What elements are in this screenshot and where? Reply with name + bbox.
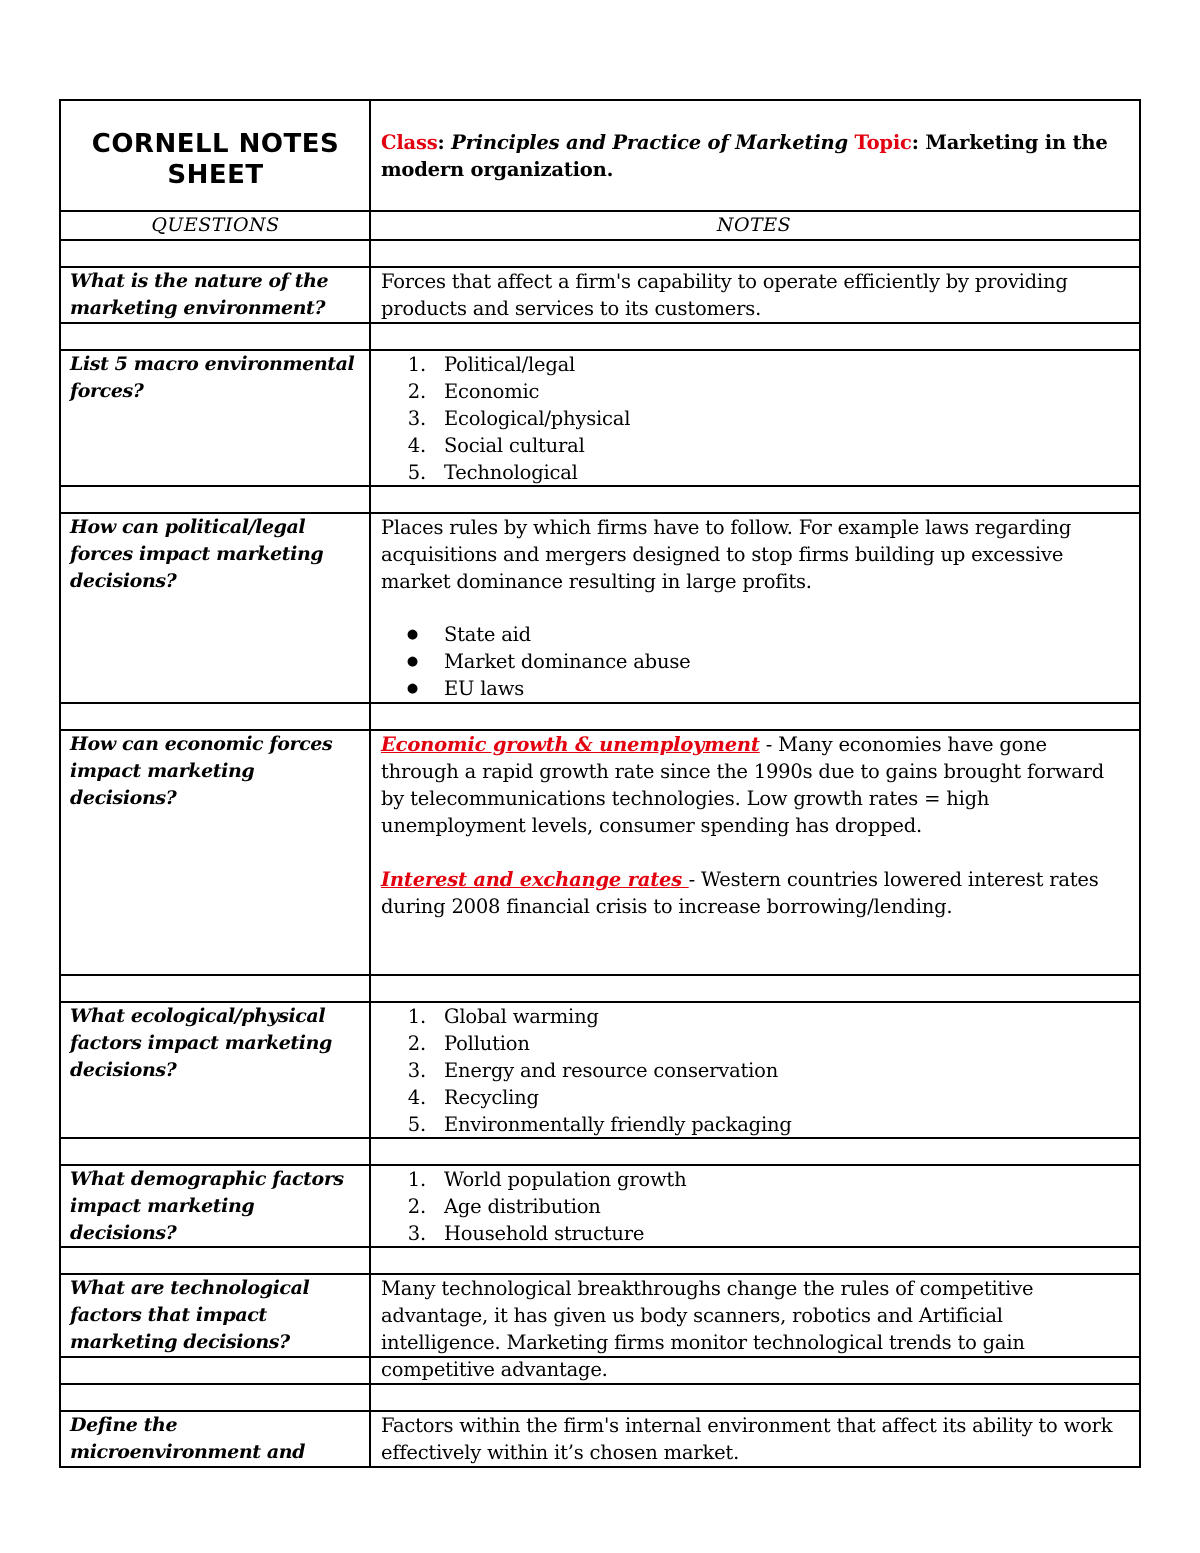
spacer-row [61,1246,1139,1273]
title-row [61,101,1139,210]
notes-row [61,1273,1139,1381]
note-cell [371,731,1139,974]
spacer-row [61,974,1139,1001]
list-item: ● State aid [406,623,531,646]
list-item: 2. Age distribution [407,1195,601,1218]
question-cell: What ecological/physical factors impact marketing decisions? [61,1003,371,1137]
note-cell: Forces that affect a firm's capability to operate efficiently by providing products and services to its customers. [381,270,1068,320]
question-cell: List 5 macro environmental forces? [61,351,371,485]
notes-row [61,512,1139,702]
spacer-row [61,485,1139,512]
term-interest-rates: Interest and exchange rates [381,868,689,891]
spacer-row [61,1137,1139,1164]
list-item: ● Market dominance abuse [406,650,691,673]
note-cell [371,351,1139,485]
column-header-row [61,210,1139,239]
spacer-row [61,1356,1139,1383]
notes-header: NOTES [716,214,792,236]
term-economic-growth: Economic growth & unemployment [381,733,760,756]
note-cell [371,1003,1139,1137]
notes-row [61,1164,1139,1246]
list-item: 5. Environmentally friendly packaging [407,1113,792,1136]
note-cell: Many technological breakthroughs change the rules of competitive advantage, it has given us body scanners, robotics and Artificial intelligence. Marketing firms monitor technological trends to gain competitive advantage. [381,1277,1034,1381]
list-item: 2. Economic [407,380,540,403]
topic-label: Topic [854,131,912,154]
note-cell [371,514,1139,702]
list-item: 3. Household structure [407,1222,645,1245]
numbered-list [381,351,1127,486]
list-item: 1. Political/legal [407,353,576,376]
spacer-row [61,702,1139,729]
notes-row [61,1001,1139,1137]
note-paragraph: Interest and exchange rates - Western countries lowered interest rates during 2008 financial crisis to increase borrowing/lending. [381,868,1099,918]
question-cell: How can political/legal forces impact marketing decisions? [61,514,371,702]
class-topic-line: Class: Principles and Practice of Marketing Topic: Marketing in the modern organization. [381,131,1108,181]
sheet-title: CORNELL NOTES SHEET [61,101,371,210]
question-cell: Define the microenvironment and [61,1412,371,1466]
list-item: 3. Ecological/physical [407,407,631,430]
list-item: 1. Global warming [407,1005,599,1028]
numbered-list [381,1003,1127,1138]
question-cell: What demographic factors impact marketing decisions? [61,1166,371,1246]
question-cell: What are technological factors that impact marketing decisions? [61,1275,371,1356]
notes-row [61,349,1139,485]
list-item: 5. Technological [407,461,578,484]
question-cell: What is the nature of the marketing environment? [61,268,371,322]
notes-row [61,266,1139,322]
class-label: Class [381,131,438,154]
cornell-notes-table [59,99,1141,1468]
list-item: 3. Energy and resource conservation [407,1059,779,1082]
topic-value: Marketing in the modern organization. [381,131,1108,181]
bullet-list [381,621,1127,702]
list-item: 4. Recycling [407,1086,539,1109]
note-paragraph: Economic growth & unemployment - Many economies have gone through a rapid growth rate since the 1990s due to gains brought forward by telecommunications technologies. Low growth rates = high unemployment levels, consumer spending has dropped. [381,733,1105,837]
note-cell [371,1166,1139,1246]
note-cell: Factors within the firm's internal environment that affect its ability to work effectively within it’s chosen market. [381,1414,1113,1464]
note-paragraph: Places rules by which firms have to follow. For example laws regarding acquisitions and mergers designed to stop firms building up excessive market dominance resulting in large profits. [381,516,1072,593]
class-value: Principles and Practice of Marketing [451,131,848,154]
notes-row [61,729,1139,974]
list-item: 2. Pollution [407,1032,530,1055]
spacer-row [61,1383,1139,1410]
numbered-list [381,1166,1127,1247]
list-item: ● EU laws [406,677,525,700]
notes-row [61,1410,1139,1466]
spacer-row [61,239,1139,266]
list-item: 1. World population growth [407,1168,687,1191]
list-item: 4. Social cultural [407,434,585,457]
questions-header: QUESTIONS [61,212,371,239]
spacer-row [61,322,1139,349]
question-cell: How can economic forces impact marketing decisions? [61,731,371,974]
